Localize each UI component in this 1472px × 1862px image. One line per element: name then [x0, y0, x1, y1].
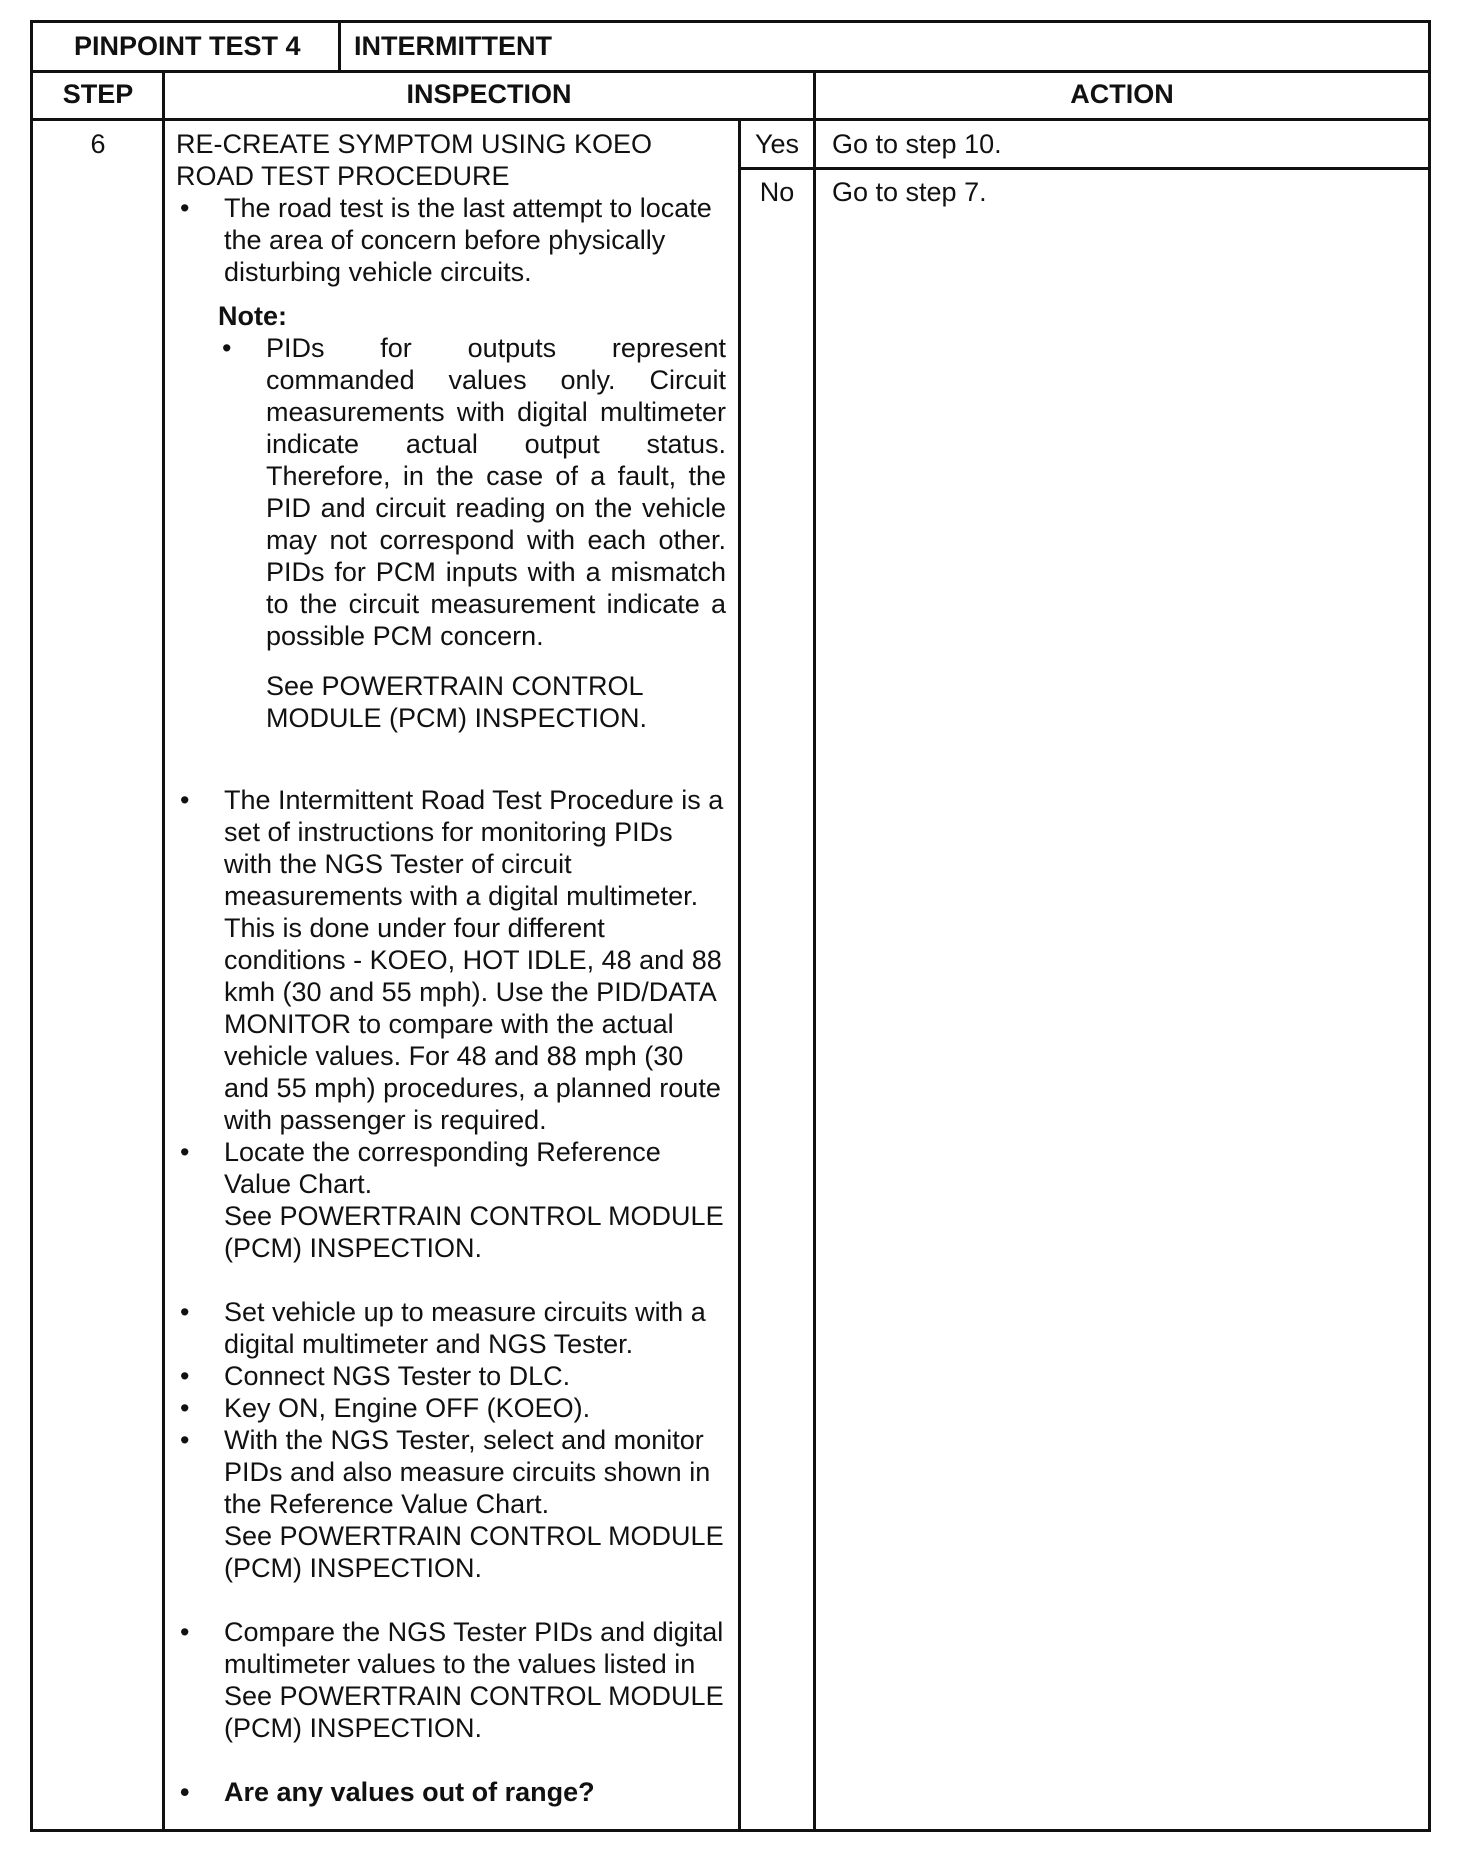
bullet-question — [176, 1776, 726, 1808]
bullet-connect-text: Connect NGS Tester to DLC. — [224, 1361, 571, 1391]
note-see: See POWERTRAIN CONTROL MODULE (PCM) INSPECTION. — [266, 671, 648, 733]
note-item — [218, 332, 726, 652]
bullet-setup — [176, 1296, 726, 1360]
yes-action: Go to step 10. — [832, 129, 1002, 159]
bullet-road-test — [176, 192, 726, 288]
bullet-key-on — [176, 1392, 726, 1424]
yes-label: Yes — [754, 129, 800, 159]
no-label: No — [759, 177, 795, 207]
note-block — [176, 300, 726, 734]
step-title-line2: ROAD TEST PROCEDURE — [176, 161, 510, 191]
test-label: PINPOINT TEST 4 — [74, 31, 301, 61]
note-label: Note: — [218, 301, 287, 331]
bullet-intermittent-text: The Intermittent Road Test Procedure is a set of instructions for monitoring PIDs with the NGS Tester of circuit measurements with a digital multimeter. This is done under four different conditions - KOEO, HOT IDLE, 48 and 88 kmh (30 and 55 mph). Use the PID/DATA MONITOR to compare with the actual vehicle values. For 48 and 88 mph (30 and 55 mph) procedures, a planned route with passenger is required. — [224, 785, 724, 1135]
column-header-inspection: INSPECTION — [406, 79, 572, 109]
rule-columns-bottom — [30, 118, 1431, 121]
rule-step-divider — [162, 70, 165, 1832]
inspection-content — [176, 128, 726, 1808]
step-number: 6 — [90, 129, 106, 159]
bullet-compare — [176, 1616, 726, 1680]
bullet-locate-chart-text: Locate the corresponding Reference Value Chart. — [224, 1137, 661, 1199]
rule-inspection-divider — [738, 120, 741, 1832]
bullet-locate-chart-see: See POWERTRAIN CONTROL MODULE (PCM) INSPECTION. — [224, 1201, 724, 1263]
column-header-action: ACTION — [1070, 79, 1174, 109]
step-title-line1: RE-CREATE SYMPTOM USING KOEO — [176, 129, 653, 159]
bullet-compare-text: Compare the NGS Tester PIDs and digital multimeter values to the values listed in — [224, 1617, 724, 1679]
note-text: PIDs for outputs represent commanded values only. Circuit measurements with digital multimeter indicate actual output status. Therefore, in the case of a fault, the PID and circuit reading on the vehicle may not correspond with each other. PIDs for PCM inputs with a mismatch to the circuit measurement indicate a possible PCM concern. — [266, 333, 726, 651]
bullet-compare-see: See POWERTRAIN CONTROL MODULE (PCM) INSPECTION. — [224, 1681, 724, 1743]
bullet-monitor-text: With the NGS Tester, select and monitor PIDs and also measure circuits shown in the Reference Value Chart. — [224, 1425, 711, 1519]
no-action: Go to step 7. — [832, 177, 987, 207]
bullet-road-test-text: The road test is the last attempt to locate the area of concern before physically disturbing vehicle circuits. — [224, 193, 712, 287]
column-header-step: STEP — [62, 79, 134, 109]
bullet-key-on-text: Key ON, Engine OFF (KOEO). — [224, 1393, 591, 1423]
question-text: Are any values out of range? — [224, 1777, 595, 1807]
rule-title-bottom — [30, 70, 1431, 73]
bullet-intermittent — [176, 784, 726, 1136]
bullet-monitor-see: See POWERTRAIN CONTROL MODULE (PCM) INSPECTION. — [224, 1521, 724, 1583]
bullet-locate-chart — [176, 1136, 726, 1200]
bullet-setup-text: Set vehicle up to measure circuits with a digital multimeter and NGS Tester. — [224, 1297, 706, 1359]
rule-title-divider — [338, 20, 341, 72]
test-name: INTERMITTENT — [354, 31, 552, 61]
bullet-connect — [176, 1360, 726, 1392]
rule-action-divider — [813, 70, 816, 1832]
bullet-monitor — [176, 1424, 726, 1520]
rule-yes-no — [740, 167, 1431, 170]
